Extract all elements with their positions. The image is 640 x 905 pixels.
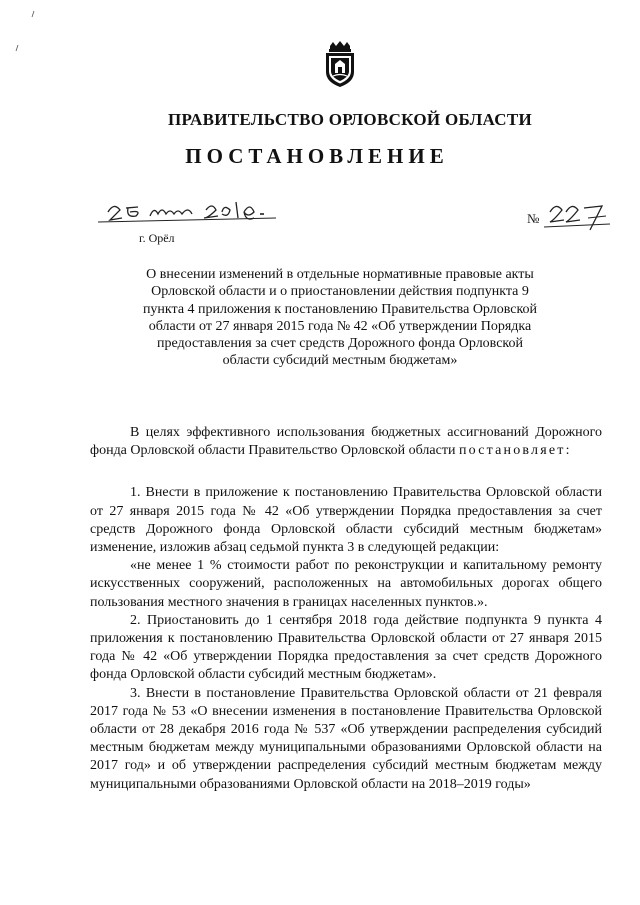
- paragraph-1: 1. Внести в приложение к постановлению Правительства Орловской области от 27 января 2015 года № 42 «Об утверждении Порядка предоставления за счет средств Дорожного фонда Орловской области субсидий местным бюджетам» изменение, изложив абзац седьмой пункта 3 в следующей редакции:: [90, 485, 602, 556]
- preamble: В целях эффективного использования бюджетных ассигнований Дорожного фонда Орловской области Правительство Орловской области: [90, 425, 602, 459]
- number-label: №: [527, 211, 540, 226]
- document-type: ПОСТАНОВЛЕНИЕ: [185, 144, 449, 168]
- government-name: ПРАВИТЕЛЬСТВО ОРЛОВСКОЙ ОБЛАСТИ: [167, 110, 533, 129]
- margin-mark: [10, 5, 40, 65]
- paragraph-1-quote: «не менее 1 % стоимости работ по реконструкции и капитальному ремонту искусственных сооружений, расположенных на автомобильных дорогах общего пользования местного значения в границах населенных пунктов.».: [90, 558, 602, 610]
- paragraph-3: 3. Внести в постановление Правительства Орловской области от 21 февраля 2017 года № 53 «О внесении изменения в постановление Правительства Орловской области от 28 декабря 2016 года № 537 «Об утверждении распределения субсидий местным бюджетам между муниципальными образованиями Орловской области на 2017 год» и об утверждении распределения субсидий местным бюджетам между муниципальными образованиями Орловской области на 2018–2019 годы»: [90, 685, 602, 792]
- paragraph-2: 2. Приостановить до 1 сентября 2018 года действие подпункта 9 пункта 4 приложения к постановлению Правительства Орловской области от 27 января 2015 года № 42 «Об утверждении Порядка предоставления за счет средств Дорожного фонда Орловской области субсидий местным бюджетам».: [90, 612, 602, 683]
- handwritten-date: [98, 198, 283, 232]
- city-label: г. Орёл: [139, 231, 175, 245]
- coat-of-arms-icon: [322, 40, 358, 88]
- document-subject: О внесении изменений в отдельные нормативные правовые акты Орловской области и о приостановлении действия подпункта 9 пункта 4 приложения к постановлению Правительства Орловской области от 27 января 2015 года № 42 «Об утверждении Порядка предоставления за счет средств Дорожного фонда Орловской области субсидий местным бюджетам»: [142, 267, 538, 369]
- handwritten-number: [544, 200, 614, 232]
- resolves-word: постановляет:: [458, 443, 572, 459]
- document-body: [90, 424, 602, 794]
